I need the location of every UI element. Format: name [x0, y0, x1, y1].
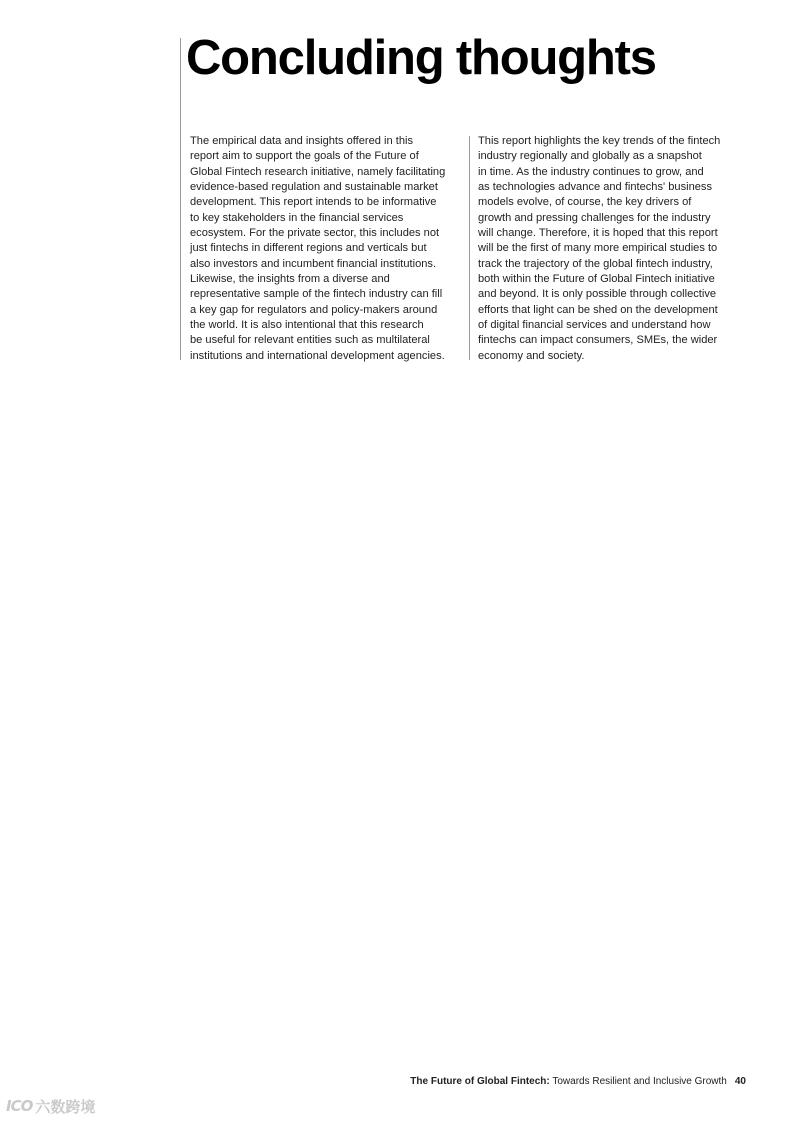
- watermark-text: 六数跨境: [35, 1097, 96, 1116]
- page-footer: [410, 1076, 746, 1087]
- body-text-right-column: This report highlights the key trends of the fintech industry regionally and globally as a snapshot in time. As the industry continues to grow, and as technologies advance and fintechs' business models evolve, of course, the key drivers of growth and pressing challenges for the industry will change. Therefore, it is hoped that this report will be the first of many more empirical studies to track the trajectory of the global fintech industry, both within the Future of Global Fintech initiative and beyond. It is only possible through collective efforts that light can be shed on the development of digital financial services and understand how fintechs can impact consumers, SMEs, the wider economy and society.: [478, 135, 721, 362]
- watermark: [6, 1096, 95, 1116]
- footer-report-title: The Future of Global Fintech:: [410, 1076, 550, 1087]
- body-text-left-column: The empirical data and insights offered in this report aim to support the goals of the Future of Global Fintech research initiative, namely facilitating evidence-based regulation and sustainable market development. This report intends to be informative to key stakeholders in the financial services ecosystem. For the private sector, this includes not just fintechs in different regions and verticals but also investors and incumbent financial institutions. Likewise, the insights from a diverse and representative sample of the fintech industry can fill a key gap for regulators and policy-makers around the world. It is also intentional that this research be useful for relevant entities such as multilateral institutions and international development agencies.: [190, 135, 446, 362]
- column-divider: [469, 136, 470, 360]
- footer-report-subtitle: Towards Resilient and Inclusive Growth: [549, 1076, 727, 1087]
- watermark-logo-icon: ICO: [6, 1097, 33, 1115]
- title-vertical-rule: [180, 38, 181, 360]
- footer-page-number: 40: [734, 1076, 746, 1087]
- page-title: Concluding thoughts: [186, 31, 656, 85]
